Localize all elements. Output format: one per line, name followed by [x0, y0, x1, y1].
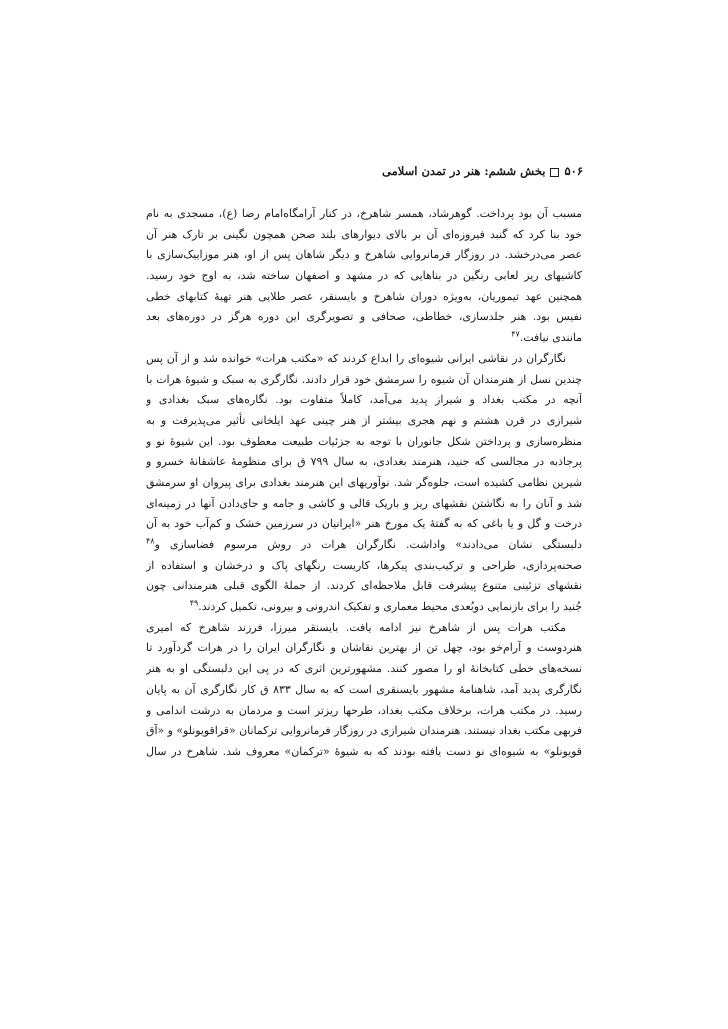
text-line: نقشهای تزئینی متنوع پیشرفت قابل ملاحظه‌ای کردند. از جملهٔ الگوی قبلی هنرمندانی چون — [146, 579, 582, 593]
body-text — [146, 204, 582, 763]
text-line: قویونلو» به شیوه‌ای نو دست یافته بودند که به شیوهٔ «ترکمان» معروف شد. شاهرخ در سال — [146, 744, 582, 758]
text-line: رسید. در مکتب هرات، برخلاف مکتب بغداد، طرحها ریزتر است و مردمان به درشت اندامی و — [146, 703, 582, 717]
text-line: نگارگری پدید آمد، شاهنامهٔ مشهور بایسنقری است که به سال ۸۳۳ ق کار نگارگری آن به پایان — [146, 682, 582, 696]
running-header — [382, 164, 583, 178]
text-line: صحنه‌پردازی، طراحی و ترکیب‌بندی پیکرها، کاربست رنگهای پاک و درخشان و استفاده از — [146, 558, 582, 572]
text-line: پرجاذبه در مجالسی که جنید، هنرمند بغدادی، به سال ۷۹۹ ق برای منظومهٔ عاشقانهٔ خسرو و — [146, 455, 582, 469]
text-line: آنچه در مکتب بغداد و شیراز پدید می‌آمد، کاملاً متفاوت بود. نگاره‌های سبک بغدادی و — [146, 393, 582, 407]
section-title: بخش ششم: هنر در تمدن اسلامی — [382, 164, 546, 178]
paragraph-first-line: نگارگران در نقاشی ایرانی شیوه‌ای را ابداع کردند که «مکتب هرات» خوانده شد و از آن پس — [146, 351, 566, 365]
text-line — [146, 535, 582, 556]
text-line — [146, 597, 582, 618]
text-line: شد و آنان را به نگاشتن نقشهای ریز و باریک قالی و کاشی و جامه و جای‌دادن آنها در زمینه‌ای — [146, 496, 582, 510]
text-line: مسبب آن بود پرداخت. گوهرشاد، همسر شاهرخ، در کنار آرامگاه‌امام رضا (ع)، مسجدی به نام — [146, 207, 582, 220]
text-line: عصر می‌درخشد. در روزگار فرمانروایی شاهرخ و دیگر شاهان پس از او، هنر موزاییک‌سازی با — [146, 248, 582, 262]
paragraph-first-line: مکتب هرات پس از شاهرخ نیز ادامه یافت. بایسنقر میرزا، فرزند شاهرخ که امیری — [146, 620, 566, 634]
text-line: چندین نسل از هنرمندان آن شیوه را سرمشق خود قرار دادند. نگارگری به سبک و شیوهٔ هرات با — [146, 372, 582, 386]
line-text: مانندی نیافت. — [519, 331, 582, 345]
page-number: ۵۰۶ — [564, 164, 583, 178]
footnote-ref-48: ۴۸ — [146, 536, 155, 546]
text-line: نفیس بود. هنر جلدسازی، خطاطی، صحافی و تصویرگری این دوره هرگز در دوره‌های بعد — [146, 310, 582, 324]
text-line: همچنین عهد تیموریان، به‌ویژه دوران شاهرخ و بایسنقر، عصر طلایی هنر تهیهٔ کتابهای خطی — [146, 289, 582, 303]
text-line: شیرازی در قرن هشتم و نهم هجری بیشتر از هنر چینی عهد ایلخانی تأثیر می‌پذیرفت و به — [146, 413, 582, 427]
text-line — [146, 328, 582, 349]
text-line: خود بنا کرد که گنبد فیروزه‌ای آن بر بالای دیوارهای بلند صحن همچون نگینی بر تارک هنر آن — [146, 227, 582, 241]
text-line: نسخه‌های خطی کتابخانهٔ او را مصور کنند. مشهورترین اثری که در پی این دلبستگی او به هنر — [146, 662, 582, 676]
text-line: منظره‌سازی و پرداختن شکل جانوران با توجه به جزئیات طبیعت معطوف بود. این شیوهٔ نو و — [146, 434, 582, 448]
text-line: هنردوست و آرام‌خو بود، چهل تن از بهترین نقاشان و نگارگران ایران را در هرات گردآورد تا — [146, 641, 582, 655]
footnote-ref-47: ۴۷ — [511, 329, 520, 339]
line-text: جُنید را برای بازنمایی دوبُعدی محیط معماری و تفکیک اندرونی و بیرونی، تکمیل کردند. — [198, 600, 582, 614]
square-separator-icon — [550, 168, 559, 177]
footnote-ref-49: ۴۹ — [189, 598, 199, 608]
text-line: کاشیهای ریز لعابی رنگین در بناهایی که در مشهد و اصفهان ساخته شد، به اوج خود رسید. — [146, 269, 582, 283]
text-line: درخت و گل و یا باغی که به گفتهٔ یک مورخ هنر «ایرانیان در سرزمین خشک و کم‌آب خود به آن — [146, 517, 582, 531]
text-line: شیرین نظامی کشیده است، جلوه‌گر شد. نوآوریهای این هنرمند بغدادی برای پیروان او سرمشق — [146, 475, 582, 489]
text-line: فربهی مکتب بغداد نیستند. هنرمندان شیرازی در روزگار فرمانروایی ترکمانان «قراقویونلو» و «آق — [146, 724, 582, 738]
line-text: دلبستگی نشان می‌دادند» واداشت. نگارگران هرات در روش مرسوم فضاسازی و — [154, 538, 582, 551]
